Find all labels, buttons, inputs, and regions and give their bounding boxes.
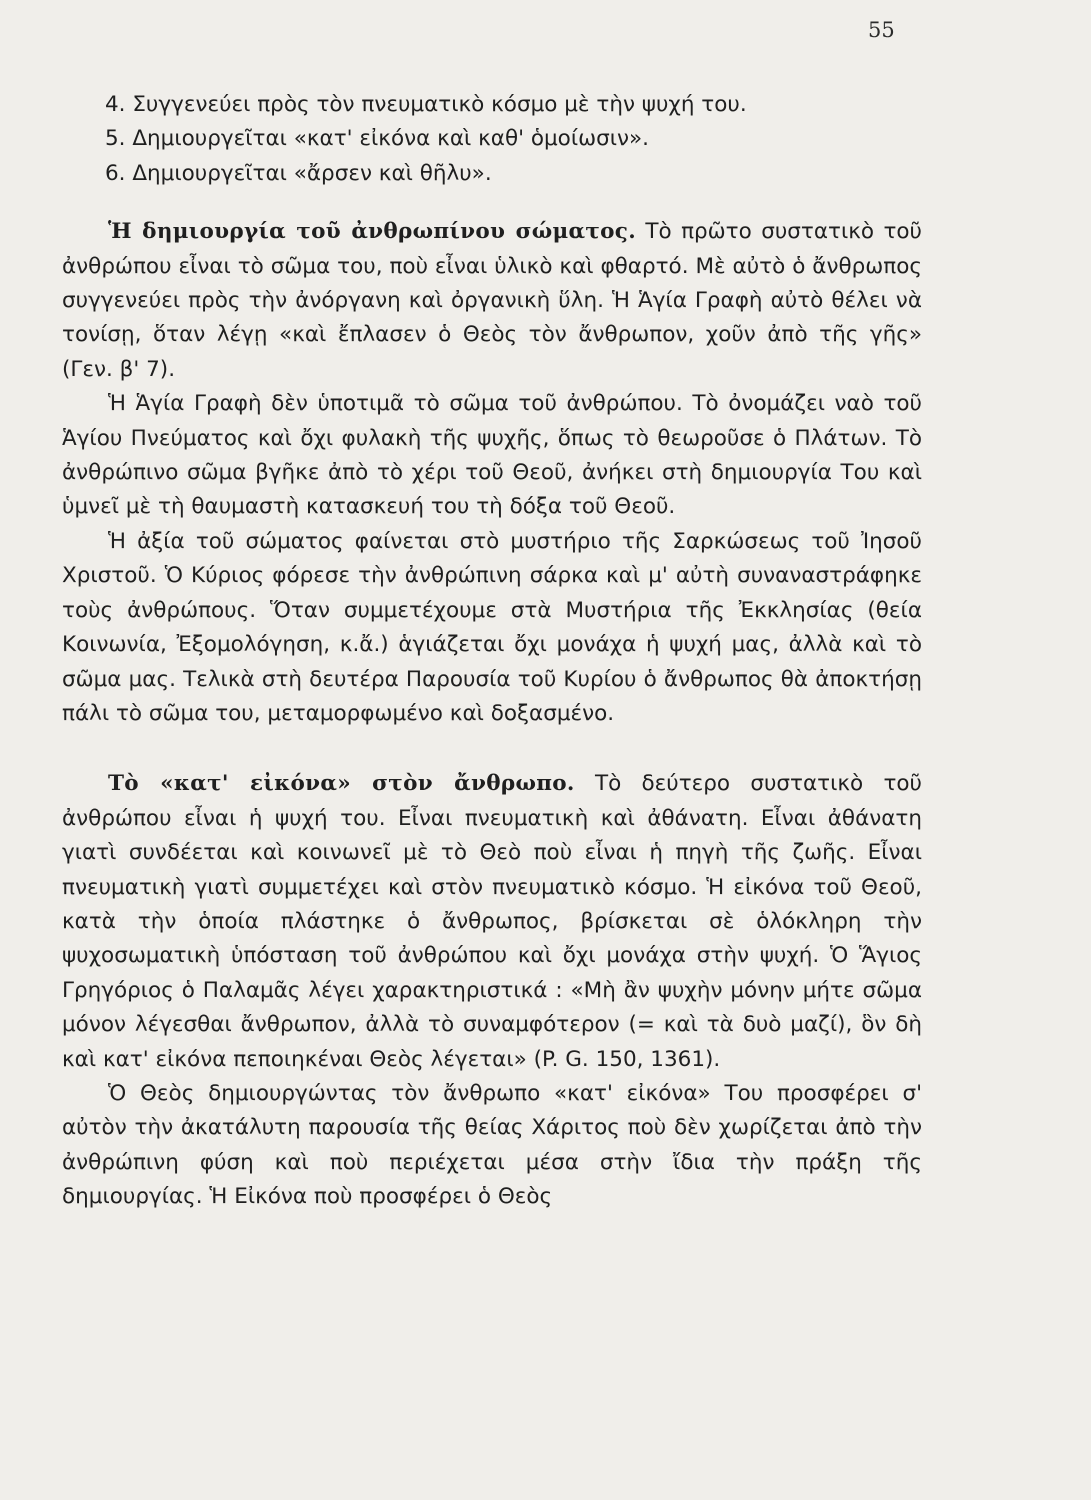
list-item: 5. Δημιουργεῖται «κατ' εἰκόνα καὶ καθ' ὁμοίωσιν». — [105, 126, 650, 152]
paragraph-text: Τὸ πρῶτο συστατικὸ τοῦ ἀνθρώπου εἶναι τὸ σῶμα του, ποὺ εἶναι ὑλικὸ καὶ φθαρτό. Μὲ αὐτὸ ὁ ἄνθρωπος συγγενεύει πρὸς τὴν ἀνόργανη καὶ ὀργανικὴ ὕλη. Ἡ Ἁγία Γραφὴ αὐτὸ θέλει νὰ τονίσῃ, ὅταν λέγῃ «καὶ ἔπλασεν ὁ Θεὸς τὸν ἄνθρωπον, χοῦν ἀπὸ τῆς γῆς» (Γεν. β' 7). — [62, 219, 922, 382]
section-heading: Τὸ «κατ' εἰκόνα» στὸν ἄνθρωπο. — [108, 771, 575, 797]
paragraph — [62, 767, 922, 1077]
paragraph-text: Τὸ δεύτερο συστατικὸ τοῦ ἀνθρώπου εἶναι ἡ ψυχή του. Εἶναι πνευματικὴ καὶ ἀθάνατη. Εἶναι ἀθάνατη γιατὶ συνδέεται καὶ κοινωνεῖ μὲ τὸ Θεὸ ποὺ εἶναι ἡ πηγὴ τῆς ζωῆς. Εἶναι πνευματικὴ γιατὶ συμμετέχει καὶ στὸν πνευματικὸ κόσμο. Ἡ εἰκόνα τοῦ Θεοῦ, κατὰ τὴν ὁποία πλάστηκε ὁ ἄνθρωπος, βρίσκεται σὲ ὁλόκληρη τὴν ψυχοσωματικὴ ὑπόσταση τοῦ ἀνθρώπου καὶ ὄχι μονάχα στὴν ψυχή. Ὁ Ἅγιος Γρηγόριος ὁ Παλαμᾶς λέγει χαρακτηριστικά : «Μὴ ἂν ψυχὴν μόνην μήτε σῶμα μόνον λέγεσθαι ἄνθρωπον, ἀλλὰ τὸ συναμφότερον (= καὶ τὰ δυὸ μαζί), ὃν δὴ καὶ κατ' εἰκόνα πεποιηκέναι Θεὸς λέγεται» (P. G. 150, 1361). — [62, 771, 922, 1072]
numbered-list — [62, 88, 922, 191]
page-number: 55 — [868, 18, 895, 42]
list-item: 4. Συγγενεύει πρὸς τὸν πνευματικὸ κόσμο μὲ τὴν ψυχή του. — [105, 92, 747, 117]
section-heading: Ἡ δημιουργία τοῦ ἀνθρωπίνου σώματος. — [108, 219, 636, 245]
paragraph: Ἡ Ἁγία Γραφὴ δὲν ὑποτιμᾶ τὸ σῶμα τοῦ ἀνθρώπου. Τὸ ὀνομάζει ναὸ τοῦ Ἁγίου Πνεύματος καὶ ὄχι φυλακὴ τῆς ψυχῆς, ὅπως τὸ θεωροῦσε ὁ Πλάτων. Τὸ ἀνθρώπινο σῶμα βγῆκε ἀπὸ τὸ χέρι τοῦ Θεοῦ, ἀνήκει στὴ δημιουργία Του καὶ ὑμνεῖ μὲ τὴ θαυμαστὴ κατασκευή του τὴ δόξα τοῦ Θεοῦ. — [62, 391, 922, 520]
paragraph — [62, 215, 922, 387]
paragraph: Ἡ ἀξία τοῦ σώματος φαίνεται στὸ μυστήριο τῆς Σαρκώσεως τοῦ Ἰησοῦ Χριστοῦ. Ὁ Κύριος φόρεσε τὴν ἀνθρώπινη σάρκα καὶ μ' αὐτὴ συναναστράφηκε τοὺς ἀνθρώπους. Ὅταν συμμετέχουμε στὰ Μυστήρια τῆς Ἐκκλησίας (θεία Κοινωνία, Ἐξομολόγηση, κ.ἄ.) ἁγιάζεται ὄχι μονάχα ἡ ψυχή μας, ἀλλὰ καὶ τὸ σῶμα μας. Τελικὰ στὴ δευτέρα Παρουσία τοῦ Κυρίου ὁ ἄνθρωπος θὰ ἀποκτήσῃ πάλι τὸ σῶμα του, μεταμορφωμένο καὶ δοξασμένο. — [62, 528, 922, 726]
list-item: 6. Δημιουργεῖται «ἄρσεν καὶ θῆλυ». — [105, 160, 492, 186]
body-text — [62, 88, 922, 1215]
paragraph: Ὁ Θεὸς δημιουργώντας τὸν ἄνθρωπο «κατ' εἰκόνα» Του προσφέρει σ' αὐτὸν τὴν ἀκατάλυτη παρουσία τῆς θείας Χάριτος ποὺ δὲν χωρίζεται ἀπὸ τὴν ἀνθρώπινη φύση καὶ ποὺ περιέχεται μέσα στὴν ἴδια τὴν πράξη τῆς δημιουργίας. Ἡ Εἰκόνα ποὺ προσφέρει ὁ Θεὸς — [62, 1080, 922, 1210]
